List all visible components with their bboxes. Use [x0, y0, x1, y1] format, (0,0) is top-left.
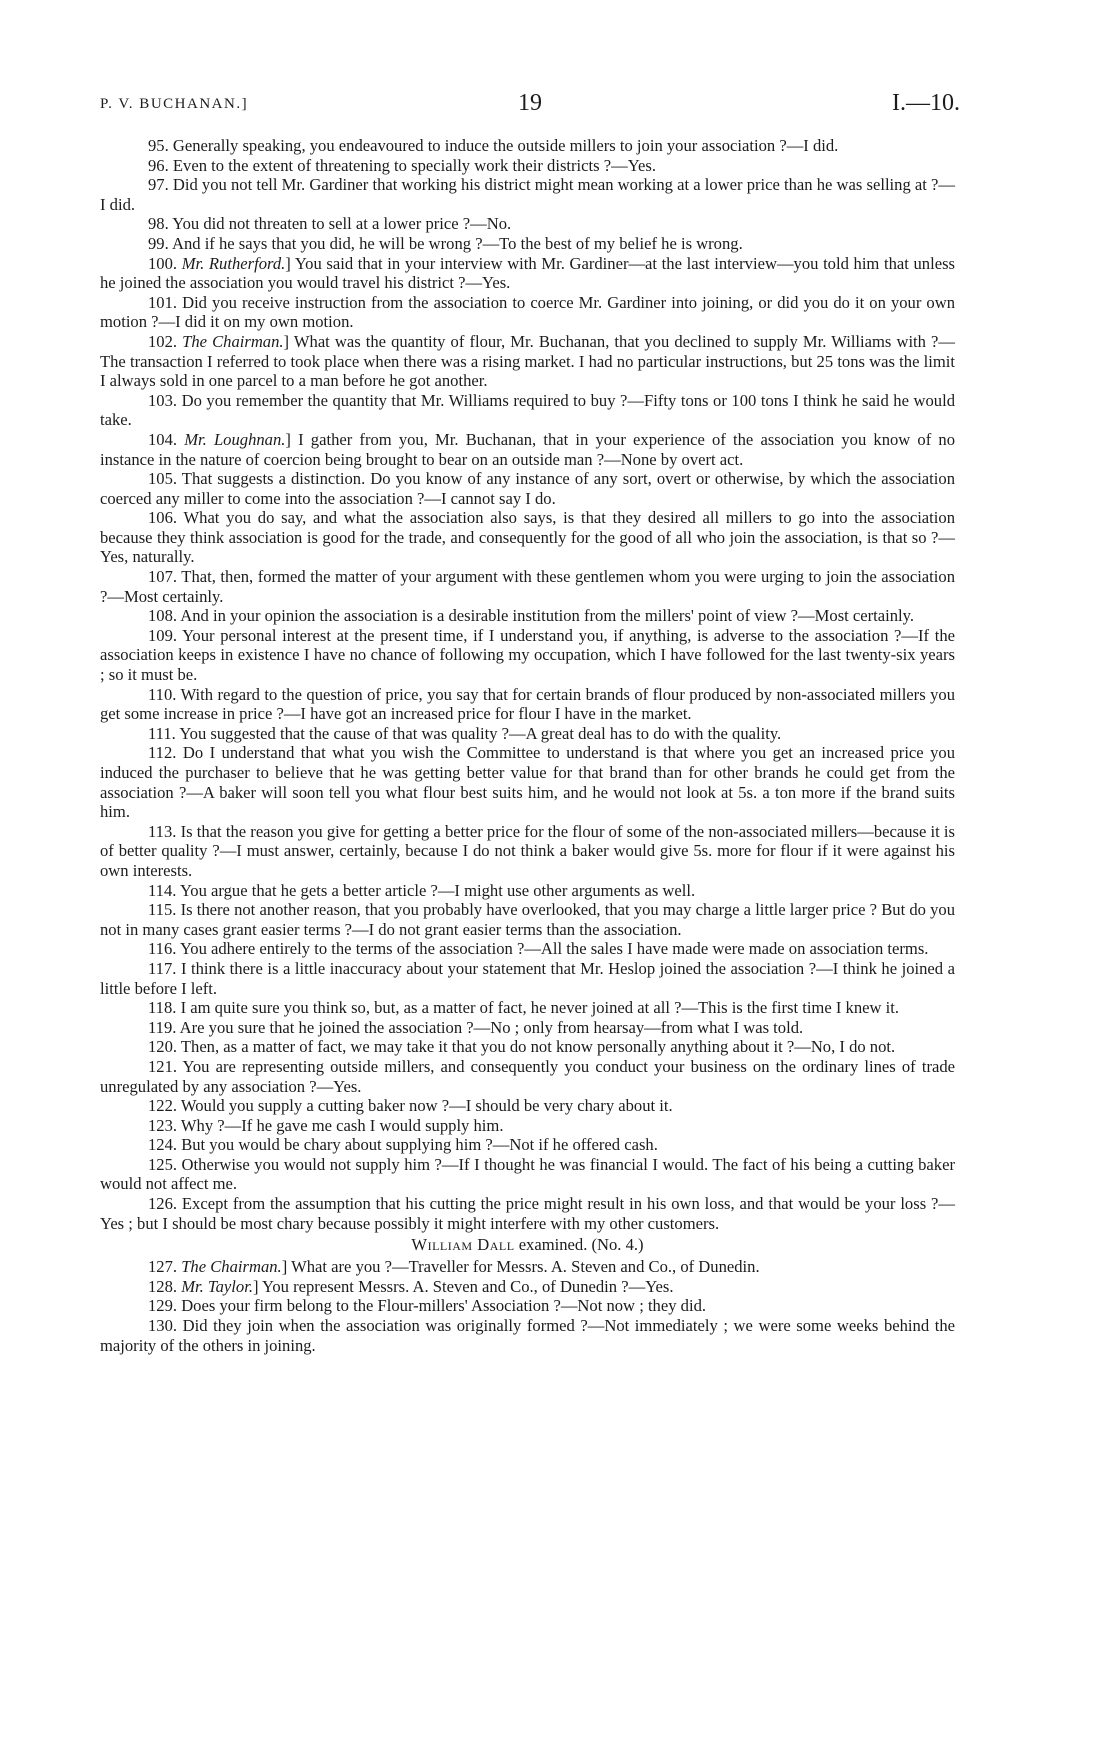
question-text: You said that in your interview with Mr. Gardiner—at the last interview—you told him that unless he joined the association you would travel his district ?—Yes.	[100, 253, 955, 293]
question-paragraph	[100, 469, 955, 508]
witness-section-heading	[100, 1235, 955, 1255]
question-list-dall	[100, 1257, 955, 1355]
question-paragraph	[100, 293, 955, 332]
question-text: 103. Do you remember the quantity that Mr. Williams required to buy ?—Fifty tons or 100 tons I think he said he would take.	[100, 390, 955, 430]
question-text: 120. Then, as a matter of fact, we may take it that you do not know personally anything about it ?—No, I do not.	[148, 1037, 896, 1057]
question-text: 99. And if he says that you did, he will be wrong ?—To the best of my belief he is wrong.	[148, 233, 743, 253]
page-header	[100, 88, 960, 124]
question-paragraph	[100, 900, 955, 939]
question-paragraph	[100, 1316, 955, 1355]
question-text: 124. But you would be chary about supplying him ?—Not if he offered cash.	[148, 1135, 658, 1155]
question-text: 112. Do I understand that what you wish the Committee to understand is that where you get an increased price you induced the purchaser to believe that he was getting better value for that brand than for other brands he could get from the association ?—A baker will soon tell you what flour best suits him, and he would not look at 5s. a ton more if the brand suits him.	[100, 743, 955, 822]
question-text: 108. And in your opinion the association is a desirable institution from the millers' point of view ?—Most certainly.	[148, 606, 915, 626]
question-text: 119. Are you sure that he joined the association ?—No ; only from hearsay—from what I was told.	[148, 1017, 804, 1037]
speaker-label: 102. The Chairman.]	[148, 331, 290, 351]
question-list-buchanan	[100, 136, 955, 1233]
witness-running-head: P. V. BUCHANAN.]	[100, 96, 249, 112]
question-paragraph	[100, 234, 955, 254]
question-text: 107. That, then, formed the matter of your argument with these gentlemen whom you were urging to join the association ?—Most certainly.	[100, 567, 955, 606]
question-text: 96. Even to the extent of threatening to specially work their districts ?—Yes.	[148, 155, 656, 175]
question-paragraph	[100, 606, 955, 626]
question-paragraph	[100, 939, 955, 959]
question-paragraph	[100, 214, 955, 234]
question-text: 113. Is that the reason you give for getting a better price for the flour of some of the non-associated millers—because it is of better quality ?—I must answer, certainly, because I do not think a baker would give 5s. more for flour if it were against his own interests.	[100, 821, 955, 880]
question-text: I gather from you, Mr. Buchanan, that in your experience of the association you know of no instance in the nature of coercion being brought to bear on an outside man ?—None by overt act.	[100, 429, 956, 469]
question-text: 122. Would you supply a cutting baker now ?—I should be very chary about it.	[148, 1096, 673, 1116]
question-text: 125. Otherwise you would not supply him ?—If I thought he was financial I would. The fact of his being a cutting baker would not affect me.	[100, 1154, 955, 1194]
question-text: 130. Did they join when the association was originally formed ?—Not immediately ; we were some weeks behind the majority of the others in joining.	[100, 1316, 955, 1355]
question-paragraph	[100, 1037, 955, 1057]
question-text: 106. What you do say, and what the association also says, is that they desired all millers to go into the association because they think association is good for the trade, and consequently for the good of all who join the association, is that so ?—Yes, naturally.	[100, 508, 955, 567]
question-text: You represent Messrs. A. Steven and Co., of Dunedin ?—Yes.	[262, 1276, 674, 1296]
question-paragraph	[100, 1155, 955, 1194]
question-text: 105. That suggests a distinction. Do you know of any instance of any sort, overt or otherwise, by which the association coerced any miller to come into the association ?—I cannot say I do.	[100, 469, 955, 508]
speaker-label: 127. The Chairman.]	[148, 1257, 288, 1277]
question-text: 129. Does your firm belong to the Flour-millers' Association ?—Not now ; they did.	[148, 1296, 707, 1316]
question-paragraph	[100, 1018, 955, 1038]
question-text: 95. Generally speaking, you endeavoured to induce the outside millers to join your association ?—I did.	[148, 136, 839, 155]
question-paragraph	[100, 1116, 955, 1136]
question-paragraph	[100, 743, 955, 821]
question-text: 126. Except from the assumption that his cutting the price might result in his own loss, and that would be your loss ?—Yes ; but I should be most chary because possibly it might interfere with my other customers.	[100, 1194, 955, 1233]
question-paragraph	[100, 1194, 955, 1233]
question-text: 101. Did you receive instruction from the association to coerce Mr. Gardiner into joining, or did you do it on your own motion ?—I did it on my own motion.	[100, 292, 955, 332]
question-text: 115. Is there not another reason, that you probably have overlooked, that you may charge a little larger price ? But do you not in many cases grant easier terms ?—I do not grant easier terms than the association.	[100, 900, 955, 939]
question-paragraph	[100, 430, 955, 469]
question-paragraph	[100, 881, 955, 901]
question-text: 118. I am quite sure you think so, but, as a matter of fact, he never joined at all ?—This is the first time I knew it.	[148, 998, 899, 1018]
question-text: What was the quantity of flour, Mr. Buchanan, that you declined to supply Mr. Williams with ?—The transaction I referred to took place when there was a rising market. I had no particular instructions, but 25 tons was the limit I always sold in one parcel to a man before he got another.	[100, 331, 955, 391]
question-paragraph	[100, 626, 955, 685]
speaker-label: 128. Mr. Taylor.]	[148, 1276, 259, 1296]
question-paragraph	[100, 1296, 955, 1316]
question-text: 116. You adhere entirely to the terms of the association ?—All the sales I have made were made on association terms.	[148, 939, 929, 959]
question-paragraph	[100, 685, 955, 724]
question-paragraph	[100, 1257, 955, 1277]
question-text: 123. Why ?—If he gave me cash I would supply him.	[148, 1115, 504, 1135]
question-paragraph	[100, 1135, 955, 1155]
question-paragraph	[100, 175, 955, 214]
question-paragraph	[100, 724, 955, 744]
question-paragraph	[100, 567, 955, 606]
question-text: 110. With regard to the question of price, you say that for certain brands of flour produced by non-associated millers you get some increase in price ?—I have got an increased price for flour I have in the market.	[100, 684, 955, 724]
question-paragraph	[100, 959, 955, 998]
question-paragraph	[100, 1277, 955, 1297]
question-paragraph	[100, 254, 955, 293]
question-text: 114. You argue that he gets a better article ?—I might use other arguments as well.	[148, 880, 696, 900]
question-paragraph	[100, 998, 955, 1018]
testimony-body	[100, 136, 955, 1355]
question-paragraph	[100, 391, 955, 430]
question-text: 111. You suggested that the cause of that was quality ?—A great deal has to do with the quality.	[148, 723, 782, 743]
question-paragraph	[100, 822, 955, 881]
examination-note: examined. (No. 4.)	[518, 1235, 644, 1255]
question-paragraph	[100, 136, 955, 156]
page-number: 19	[518, 90, 542, 116]
question-text: 97. Did you not tell Mr. Gardiner that working his district might mean working at a lower price than he was selling at ?—I did.	[100, 175, 955, 214]
question-paragraph	[100, 1096, 955, 1116]
speaker-label: 104. Mr. Loughnan.]	[148, 429, 291, 449]
question-text: What are you ?—Traveller for Messrs. A. Steven and Co., of Dunedin.	[291, 1257, 760, 1277]
question-paragraph	[100, 156, 955, 176]
question-paragraph	[100, 1057, 955, 1096]
question-text: 109. Your personal interest at the present time, if I understand you, if anything, is adverse to the association ?—If the association keeps in existence I have no chance of following my occupation, which I have followed for the last twenty-six years ; so it must be.	[100, 625, 955, 685]
question-paragraph	[100, 332, 955, 391]
question-text: 98. You did not threaten to sell at a lower price ?—No.	[148, 214, 512, 234]
speaker-label: 100. Mr. Rutherford.]	[148, 253, 291, 273]
question-paragraph	[100, 508, 955, 567]
question-text: 121. You are representing outside millers, and consequently you conduct your business on the ordinary lines of trade unregulated by any association ?—Yes.	[100, 1056, 955, 1096]
question-text: 117. I think there is a little inaccuracy about your statement that Mr. Heslop joined the association ?—I think he joined a little before I left.	[100, 958, 955, 998]
witness-name: William Dall	[411, 1235, 515, 1255]
document-reference: I.—10.	[892, 90, 960, 116]
